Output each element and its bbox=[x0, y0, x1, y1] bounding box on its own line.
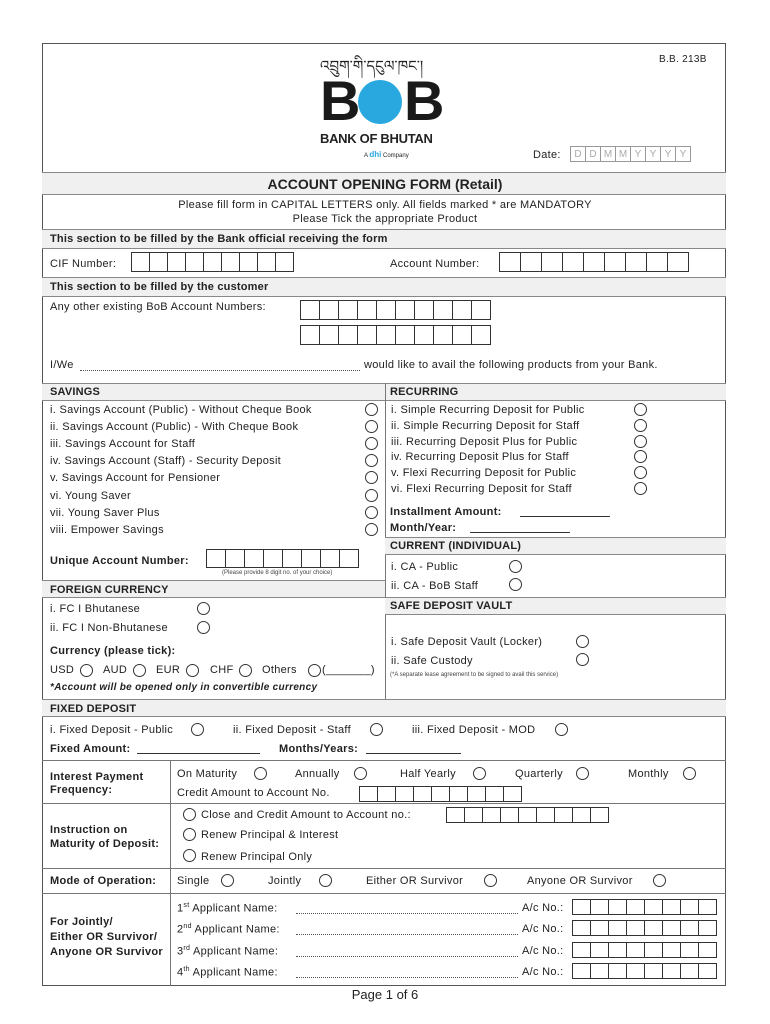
digit-box[interactable] bbox=[662, 942, 681, 958]
applicants-label-2: Either OR Survivor/ bbox=[50, 931, 158, 943]
form-instructions: Please fill form in CAPITAL LETTERS only. All fields marked * are MANDATORY bbox=[178, 199, 592, 211]
iwe-suffix: would like to avail the following products from your Bank. bbox=[364, 359, 658, 371]
applicants-label-1: For Jointly/ bbox=[50, 916, 113, 928]
digit-box[interactable] bbox=[452, 300, 472, 320]
digit-box[interactable] bbox=[572, 807, 591, 823]
digit-box[interactable] bbox=[590, 963, 609, 979]
currency-others-radio[interactable] bbox=[308, 664, 321, 677]
page-number: Page 1 of 6 bbox=[351, 987, 419, 1002]
foreign-heading: FOREIGN CURRENCY bbox=[50, 584, 169, 596]
savings-item-radio[interactable] bbox=[365, 403, 378, 416]
digit-box[interactable] bbox=[377, 786, 396, 802]
applicant-ordinal: st bbox=[183, 902, 190, 909]
fc-bhutanese-label: i. FC I Bhutanese bbox=[50, 603, 141, 615]
digit-box[interactable] bbox=[413, 786, 432, 802]
digit-box[interactable] bbox=[359, 786, 378, 802]
applicant-name-input[interactable] bbox=[296, 977, 518, 978]
iwe-name-line[interactable] bbox=[80, 370, 360, 371]
applicant-number: 3 bbox=[177, 945, 184, 958]
currency-chf-label: CHF bbox=[210, 664, 234, 676]
fd-row-divider-1 bbox=[42, 803, 726, 804]
tagline: A dhi Company bbox=[364, 150, 409, 159]
digit-box[interactable] bbox=[572, 963, 591, 979]
digit-box[interactable] bbox=[604, 252, 626, 272]
digit-box[interactable] bbox=[608, 899, 627, 915]
savings-item-radio[interactable] bbox=[365, 489, 378, 502]
month-year-input[interactable] bbox=[470, 532, 570, 533]
fd-table-top bbox=[42, 760, 726, 761]
digit-box[interactable] bbox=[257, 252, 276, 272]
digit-box[interactable] bbox=[680, 920, 699, 936]
recurring-item-label: v. Flexi Recurring Deposit for Public bbox=[391, 467, 577, 480]
digit-box[interactable] bbox=[590, 942, 609, 958]
digit-box[interactable] bbox=[395, 325, 415, 345]
date-label: Date: bbox=[533, 149, 561, 161]
applicant-name-input[interactable] bbox=[296, 956, 518, 957]
months-years-input[interactable] bbox=[366, 753, 461, 754]
applicant-ac-input[interactable] bbox=[573, 920, 717, 936]
credit-account-input[interactable] bbox=[360, 786, 522, 802]
fc-non-bhutanese-radio[interactable] bbox=[197, 621, 210, 634]
ca-public-label: i. CA - Public bbox=[391, 561, 459, 573]
mode-jointly-label: Jointly bbox=[268, 875, 302, 887]
applicant-ac-input[interactable] bbox=[573, 899, 717, 915]
fd-mod-label: iii. Fixed Deposit - MOD bbox=[412, 724, 536, 736]
mode-anyone-label: Anyone OR Survivor bbox=[527, 875, 633, 887]
applicant-name-text: Applicant Name: bbox=[190, 945, 279, 958]
applicant-name-text: Applicant Name: bbox=[189, 966, 278, 979]
applicant-name-label bbox=[177, 923, 280, 936]
recurring-item-radio[interactable] bbox=[634, 403, 647, 416]
currency-usd-label: USD bbox=[50, 664, 75, 676]
safe-locker-radio[interactable] bbox=[576, 635, 589, 648]
digit-box[interactable] bbox=[471, 325, 491, 345]
recurring-item-label: vi. Flexi Recurring Deposit for Staff bbox=[391, 483, 572, 495]
applicant-name-label bbox=[177, 902, 277, 915]
currency-usd-radio[interactable] bbox=[80, 664, 93, 677]
digit-box[interactable] bbox=[698, 920, 717, 936]
digit-box[interactable] bbox=[167, 252, 186, 272]
renew-principal-label: Renew Principal Only bbox=[201, 851, 313, 863]
ca-public-radio[interactable] bbox=[509, 560, 522, 573]
digit-box[interactable] bbox=[572, 920, 591, 936]
safe-custody-radio[interactable] bbox=[576, 653, 589, 666]
bank-name: BANK OF BHUTAN bbox=[320, 131, 433, 146]
digit-box[interactable] bbox=[590, 899, 609, 915]
month-year-label: Month/Year: bbox=[390, 522, 457, 534]
mode-either-label: Either OR Survivor bbox=[366, 875, 464, 887]
applicant-name-input[interactable] bbox=[296, 934, 518, 935]
close-credit-account-input[interactable] bbox=[447, 807, 609, 823]
unique-account-input[interactable] bbox=[207, 549, 359, 568]
digit-box[interactable] bbox=[662, 899, 681, 915]
mode-anyone-radio[interactable] bbox=[653, 874, 666, 887]
instruction-label-1: Instruction on bbox=[50, 824, 128, 836]
mode-single-label: Single bbox=[177, 875, 210, 887]
half-yearly-radio[interactable] bbox=[473, 767, 486, 780]
digit-box[interactable] bbox=[680, 899, 699, 915]
digit-box[interactable] bbox=[414, 300, 434, 320]
quarterly-radio[interactable] bbox=[576, 767, 589, 780]
digit-box[interactable] bbox=[203, 252, 222, 272]
currency-others-label: Others bbox=[262, 664, 297, 676]
renew-principal-radio[interactable] bbox=[183, 849, 196, 862]
digit-box[interactable] bbox=[644, 920, 663, 936]
renew-pi-radio[interactable] bbox=[183, 828, 196, 841]
close-credit-radio[interactable] bbox=[183, 808, 196, 821]
installment-input[interactable] bbox=[520, 516, 610, 517]
currency-chf-radio[interactable] bbox=[239, 664, 252, 677]
digit-box[interactable] bbox=[244, 549, 264, 568]
savings-item-label: viii. Empower Savings bbox=[50, 523, 164, 536]
applicant-ac-input[interactable] bbox=[573, 963, 717, 979]
digit-box[interactable] bbox=[185, 252, 204, 272]
digit-box[interactable] bbox=[464, 807, 483, 823]
savings-item-label: vi. Young Saver bbox=[50, 489, 131, 502]
digit-box[interactable] bbox=[206, 549, 226, 568]
recurring-item-label: iii. Recurring Deposit Plus for Public bbox=[391, 435, 578, 448]
account-number-label: Account Number: bbox=[390, 258, 480, 270]
digit-box[interactable] bbox=[698, 963, 717, 979]
fd-public-label: i. Fixed Deposit - Public bbox=[50, 724, 174, 736]
mode-single-radio[interactable] bbox=[221, 874, 234, 887]
digit-box[interactable] bbox=[319, 325, 339, 345]
applicant-ac-label: A/c No.: bbox=[522, 902, 564, 914]
logo-b-left: B bbox=[320, 69, 359, 132]
applicant-ordinal: th bbox=[183, 965, 190, 973]
digit-box[interactable] bbox=[338, 300, 358, 320]
digit-box[interactable] bbox=[500, 807, 519, 823]
digit-box[interactable] bbox=[644, 963, 663, 979]
fixed-amount-label: Fixed Amount: bbox=[50, 743, 131, 755]
form-instructions-2: Please Tick the appropriate Product bbox=[292, 213, 478, 225]
applicant-number: 2 bbox=[177, 923, 184, 936]
savings-item-label: i. Savings Account (Public) - Without Cheque Book bbox=[50, 404, 312, 416]
savings-item-radio[interactable] bbox=[365, 523, 378, 536]
digit-box[interactable] bbox=[449, 786, 468, 802]
applicant-ac-label: A/c No.: bbox=[522, 944, 564, 957]
half-yearly-label: Half Yearly bbox=[400, 768, 456, 780]
fd-staff-label: ii. Fixed Deposit - Staff bbox=[233, 724, 351, 736]
digit-box[interactable] bbox=[431, 786, 450, 802]
recurring-item-radio[interactable] bbox=[634, 419, 647, 432]
digit-box[interactable] bbox=[662, 963, 681, 979]
digit-box[interactable] bbox=[590, 807, 609, 823]
savings-recurring-bar bbox=[42, 383, 726, 401]
applicant-number: 4 bbox=[177, 966, 184, 979]
digit-box[interactable] bbox=[301, 549, 321, 568]
ca-staff-radio[interactable] bbox=[509, 578, 522, 591]
recurring-item-radio[interactable] bbox=[634, 435, 647, 448]
mode-jointly-radio[interactable] bbox=[319, 874, 332, 887]
recurring-item-radio[interactable] bbox=[634, 482, 647, 495]
existing-account-input-1[interactable] bbox=[301, 300, 491, 320]
customer-section-heading: This section to be filled by the customer bbox=[50, 281, 269, 293]
digit-box[interactable] bbox=[583, 252, 605, 272]
applicant-name-text: Applicant Name: bbox=[189, 902, 278, 915]
savings-item-label: ii. Savings Account (Public) - With Cheque Book bbox=[50, 421, 299, 434]
digit-box[interactable] bbox=[626, 920, 645, 936]
logo-b-right: B bbox=[404, 69, 445, 132]
account-number-input[interactable] bbox=[500, 252, 689, 272]
digit-box[interactable] bbox=[300, 300, 320, 320]
logo-o-circle bbox=[358, 80, 402, 124]
digit-box[interactable] bbox=[554, 807, 573, 823]
bank-logo bbox=[320, 69, 450, 132]
digit-box[interactable] bbox=[503, 786, 522, 802]
digit-box[interactable] bbox=[414, 325, 434, 345]
digit-box[interactable] bbox=[518, 807, 537, 823]
fd-public-radio[interactable] bbox=[191, 723, 204, 736]
close-credit-label: Close and Credit Amount to Account no.: bbox=[201, 809, 411, 821]
instruction-label-2: Maturity of Deposit: bbox=[50, 838, 160, 850]
fixed-heading: FIXED DEPOSIT bbox=[50, 703, 137, 715]
savings-item-label: v. Savings Account for Pensioner bbox=[50, 472, 221, 485]
fc-bhutanese-radio[interactable] bbox=[197, 602, 210, 615]
date-input[interactable]: D D M M Y Y Y Y bbox=[571, 146, 691, 162]
monthly-label: Monthly bbox=[628, 768, 669, 780]
digit-box[interactable] bbox=[562, 252, 584, 272]
digit-box[interactable] bbox=[338, 325, 358, 345]
digit-box[interactable] bbox=[680, 963, 699, 979]
monthly-radio[interactable] bbox=[683, 767, 696, 780]
digit-box[interactable] bbox=[499, 252, 521, 272]
digit-box[interactable] bbox=[608, 963, 627, 979]
digit-box[interactable] bbox=[572, 899, 591, 915]
digit-box[interactable] bbox=[239, 252, 258, 272]
unique-account-hint: (Please provide 8 digit no. of your choice) bbox=[222, 570, 333, 576]
cif-label: CIF Number: bbox=[50, 258, 117, 270]
digit-box[interactable] bbox=[644, 899, 663, 915]
fd-staff-radio[interactable] bbox=[370, 723, 383, 736]
safe-custody-label: ii. Safe Custody bbox=[391, 655, 473, 667]
digit-box[interactable] bbox=[698, 942, 717, 958]
bank-section-heading: This section to be filled by the Bank official receiving the form bbox=[50, 233, 388, 245]
fixed-bar bbox=[42, 699, 726, 717]
dzongkha-title: འབྲུག་གི་དངུལ་ཁང་། bbox=[320, 57, 424, 75]
digit-box[interactable] bbox=[471, 300, 491, 320]
digit-box[interactable] bbox=[376, 325, 396, 345]
digit-box[interactable] bbox=[626, 942, 645, 958]
digit-box[interactable] bbox=[319, 300, 339, 320]
form-title: ACCOUNT OPENING FORM (Retail) bbox=[267, 176, 503, 192]
fd-table-divider bbox=[170, 760, 171, 986]
safe-locker-label: i. Safe Deposit Vault (Locker) bbox=[391, 636, 543, 648]
savings-item-label: vii. Young Saver Plus bbox=[50, 506, 160, 519]
currency-eur-radio[interactable] bbox=[186, 664, 199, 677]
digit-box[interactable] bbox=[263, 549, 283, 568]
digit-box[interactable] bbox=[357, 300, 377, 320]
fd-mod-radio[interactable] bbox=[555, 723, 568, 736]
currency-aud-radio[interactable] bbox=[133, 664, 146, 677]
digit-box[interactable] bbox=[608, 920, 627, 936]
savings-heading: SAVINGS bbox=[50, 386, 101, 398]
applicant-ordinal: rd bbox=[183, 944, 191, 952]
fixed-amount-input[interactable] bbox=[137, 753, 260, 754]
current-heading: CURRENT (INDIVIDUAL) bbox=[390, 540, 522, 552]
digit-box[interactable] bbox=[626, 899, 645, 915]
digit-box[interactable] bbox=[225, 549, 245, 568]
digit-box[interactable] bbox=[452, 325, 472, 345]
digit-box[interactable] bbox=[131, 252, 150, 272]
digit-box[interactable] bbox=[467, 786, 486, 802]
ca-staff-label: ii. CA - BoB Staff bbox=[391, 580, 479, 592]
interest-frequency-label-2: Frequency: bbox=[50, 784, 113, 796]
fd-row-divider-3 bbox=[42, 893, 726, 894]
digit-box[interactable] bbox=[320, 549, 340, 568]
digit-box[interactable] bbox=[644, 942, 663, 958]
fd-row-divider-2 bbox=[42, 868, 726, 869]
digit-box[interactable] bbox=[446, 807, 465, 823]
digit-box[interactable] bbox=[541, 252, 563, 272]
applicant-ac-label: A/c No.: bbox=[522, 965, 564, 978]
digit-box[interactable] bbox=[433, 300, 453, 320]
digit-box[interactable] bbox=[433, 325, 453, 345]
digit-box[interactable] bbox=[625, 252, 647, 272]
credit-account-label: Credit Amount to Account No. bbox=[177, 787, 330, 799]
digit-box[interactable] bbox=[590, 920, 609, 936]
iwe-label: I/We bbox=[50, 359, 74, 371]
recurring-item-label: iv. Recurring Deposit Plus for Staff bbox=[391, 451, 569, 464]
digit-box[interactable] bbox=[662, 920, 681, 936]
existing-account-input-2[interactable] bbox=[301, 325, 491, 345]
digit-box[interactable] bbox=[646, 252, 668, 272]
digit-box[interactable] bbox=[698, 899, 717, 915]
digit-box[interactable] bbox=[275, 252, 294, 272]
on-maturity-label: On Maturity bbox=[177, 768, 238, 780]
digit-box[interactable] bbox=[376, 300, 396, 320]
digit-box[interactable] bbox=[339, 549, 359, 568]
recurring-item-label: ii. Simple Recurring Deposit for Staff bbox=[391, 419, 580, 432]
applicant-name-label bbox=[177, 966, 278, 979]
applicant-name-text: Applicant Name: bbox=[191, 923, 280, 936]
existing-accounts-label: Any other existing BoB Account Numbers: bbox=[50, 301, 266, 313]
currency-others-input[interactable]: (_______) bbox=[322, 664, 375, 676]
recurring-item-label: i. Simple Recurring Deposit for Public bbox=[391, 404, 585, 416]
unique-account-label: Unique Account Number: bbox=[50, 555, 189, 567]
digit-box[interactable] bbox=[608, 942, 627, 958]
applicant-name-label bbox=[177, 945, 278, 958]
applicant-ordinal: nd bbox=[183, 923, 192, 931]
savings-item-label: iv. Savings Account (Staff) - Security Deposit bbox=[50, 455, 282, 468]
safe-deposit-heading: SAFE DEPOSIT VAULT bbox=[390, 600, 513, 612]
digit-box[interactable] bbox=[572, 942, 591, 958]
cif-number-input[interactable] bbox=[132, 252, 294, 272]
digit-box[interactable] bbox=[536, 807, 555, 823]
mode-operation-label: Mode of Operation: bbox=[50, 875, 157, 887]
currency-aud-label: AUD bbox=[103, 664, 128, 676]
digit-box[interactable] bbox=[520, 252, 542, 272]
digit-box[interactable] bbox=[395, 786, 414, 802]
digit-box[interactable] bbox=[282, 549, 302, 568]
savings-item-radio[interactable] bbox=[365, 506, 378, 519]
fc-non-bhutanese-label: ii. FC I Non-Bhutanese bbox=[50, 622, 168, 634]
mode-either-radio[interactable] bbox=[484, 874, 497, 887]
digit-box[interactable] bbox=[300, 325, 320, 345]
digit-box[interactable] bbox=[149, 252, 168, 272]
currency-label: Currency (please tick): bbox=[50, 645, 176, 657]
applicant-ac-input[interactable] bbox=[573, 942, 717, 958]
savings-item-radio[interactable] bbox=[365, 420, 378, 433]
digit-box[interactable] bbox=[395, 300, 415, 320]
currency-eur-label: EUR bbox=[156, 664, 181, 676]
quarterly-label: Quarterly bbox=[515, 768, 563, 780]
safe-deposit-note: (*A separate lease agreement to be signed to avail this service) bbox=[390, 672, 559, 678]
currency-note: *Account will be opened only in convertible currency bbox=[50, 682, 318, 693]
applicant-ac-label: A/c No.: bbox=[522, 923, 564, 936]
applicants-label-3: Anyone OR Survivor bbox=[50, 946, 163, 958]
digit-box[interactable] bbox=[357, 325, 377, 345]
digit-box[interactable] bbox=[482, 807, 501, 823]
installment-label: Installment Amount: bbox=[390, 506, 502, 518]
applicant-number: 1 bbox=[177, 902, 184, 915]
applicant-name-input[interactable] bbox=[296, 913, 518, 914]
interest-frequency-label-1: Interest Payment bbox=[50, 771, 144, 783]
annually-radio[interactable] bbox=[354, 767, 367, 780]
digit-box[interactable] bbox=[680, 942, 699, 958]
renew-pi-label: Renew Principal & Interest bbox=[201, 829, 339, 841]
savings-item-label: iii. Savings Account for Staff bbox=[50, 438, 196, 451]
recurring-heading: RECURRING bbox=[390, 386, 459, 398]
months-years-label: Months/Years: bbox=[279, 743, 359, 755]
on-maturity-radio[interactable] bbox=[254, 767, 267, 780]
digit-box[interactable] bbox=[485, 786, 504, 802]
digit-box[interactable] bbox=[667, 252, 689, 272]
digit-box[interactable] bbox=[626, 963, 645, 979]
digit-box[interactable] bbox=[221, 252, 240, 272]
annually-label: Annually bbox=[295, 768, 340, 780]
form-code: B.B. 213B bbox=[659, 54, 707, 65]
